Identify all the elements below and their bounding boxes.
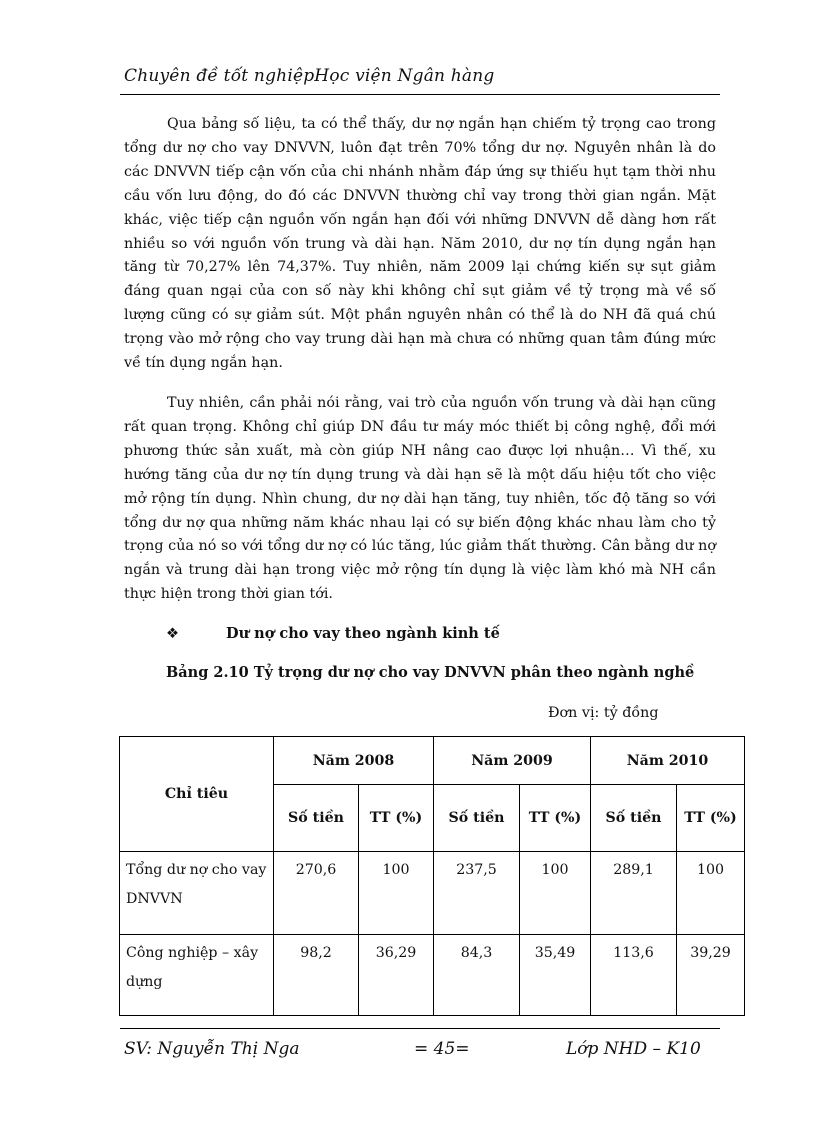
row-label: Tổng dư nợ cho vay DNVVN: [120, 852, 274, 935]
cell-pct-2009: 100: [520, 852, 591, 935]
cell-amount-2009: 84,3: [434, 935, 520, 1016]
header-year-2009: Năm 2009: [434, 737, 591, 785]
footer-divider: [120, 1028, 720, 1029]
section-heading: [166, 625, 500, 642]
header-amount-2010: Số tiền: [591, 785, 677, 852]
cell-pct-2008: 36,29: [359, 935, 434, 1016]
header-pct-2010: TT (%): [677, 785, 745, 852]
paragraph-long-term-debt: Tuy nhiên, cần phải nói rằng, vai trò của nguồn vốn trung và dài hạn cũng rất quan trọng. Không chỉ giúp DN đầu tư máy móc thiết bị công nghệ, đổi mới phương thức sản xuất, mà còn giúp NH nâng cao được lợi nhuận… Vì thế, xu hướng tăng của dư nợ tín dụng trung và dài hạn sẽ là một dấu hiệu tốt cho việc mở rộng tín dụng. Nhìn chung, dư nợ dài hạn tăng, tuy nhiên, tốc độ tăng so với tổng dư nợ qua những năm khác nhau lại có sự biến động khác nhau làm cho tỷ trọng của nó so với tổng dư nợ có lúc tăng, lúc giảm thất thường. Cân bằng dư nợ ngắn và trung dài hạn trong việc mở rộng tín dụng là việc làm khó mà NH cần thực hiện trong thời gian tới.: [124, 395, 716, 603]
section-heading-text: Dư nợ cho vay theo ngành kinh tế: [226, 625, 500, 642]
table-title: Bảng 2.10 Tỷ trọng dư nợ cho vay DNVVN phân theo ngành nghề: [166, 664, 695, 681]
cell-pct-2010: 100: [677, 852, 745, 935]
table-row: [120, 852, 745, 935]
page-header-title: Chuyên đề tốt nghiệpHọc viện Ngân hàng: [124, 66, 495, 86]
header-divider: [120, 94, 720, 95]
header-year-2008: Năm 2008: [274, 737, 434, 785]
cell-pct-2009: 35,49: [520, 935, 591, 1016]
cell-pct-2008: 100: [359, 852, 434, 935]
footer-student: SV: Nguyễn Thị Nga: [124, 1039, 300, 1059]
cell-amount-2010: 113,6: [591, 935, 677, 1016]
loan-structure-table: [119, 736, 745, 1016]
paragraph-short-term-debt: Qua bảng số liệu, ta có thể thấy, dư nợ ngắn hạn chiếm tỷ trọng cao trong tổng dư nợ cho vay DNVVN, luôn đạt trên 70% tổng dư nợ. Nguyên nhân là do các DNVVN tiếp cận vốn của chi nhánh nhằm đáp ứng sự thiếu hụt tạm thời nhu cầu vốn lưu động, do đó các DNVVN thường chỉ vay trong thời gian ngắn. Mặt khác, việc tiếp cận nguồn vốn ngắn hạn đối với những DNVVN dễ dàng hơn rất nhiều so với nguồn vốn trung và dài hạn. Năm 2010, dư nợ tín dụng ngắn hạn tăng từ 70,27% lên 74,37%. Tuy nhiên, năm 2009 lại chứng kiến sự sụt giảm đáng quan ngại của con số này khi không chỉ sụt giảm về tỷ trọng mà về số lượng cũng có sự giảm sút. Một phần nguyên nhân có thể là do NH đã quá chú trọng vào mở rộng cho vay trung dài hạn mà chưa có những quan tâm đúng mức về tín dụng ngắn hạn.: [124, 116, 716, 372]
cell-pct-2010: 39,29: [677, 935, 745, 1016]
diamond-bullet-icon: ❖: [166, 626, 179, 642]
header-year-2010: Năm 2010: [591, 737, 745, 785]
table-unit: Đơn vị: tỷ đồng: [548, 705, 659, 721]
row-label: Công nghiệp – xây dựng: [120, 935, 274, 1016]
table-header-row-years: [120, 737, 745, 785]
cell-amount-2008: 270,6: [274, 852, 359, 935]
cell-amount-2009: 237,5: [434, 852, 520, 935]
footer-class: Lớp NHD – K10: [566, 1039, 701, 1059]
header-amount-2008: Số tiền: [274, 785, 359, 852]
cell-amount-2008: 98,2: [274, 935, 359, 1016]
cell-amount-2010: 289,1: [591, 852, 677, 935]
header-amount-2009: Số tiền: [434, 785, 520, 852]
header-pct-2009: TT (%): [520, 785, 591, 852]
header-indicator: Chỉ tiêu: [120, 737, 274, 852]
header-pct-2008: TT (%): [359, 785, 434, 852]
table-row: [120, 935, 745, 1016]
footer-page-number: = 45=: [414, 1039, 470, 1059]
